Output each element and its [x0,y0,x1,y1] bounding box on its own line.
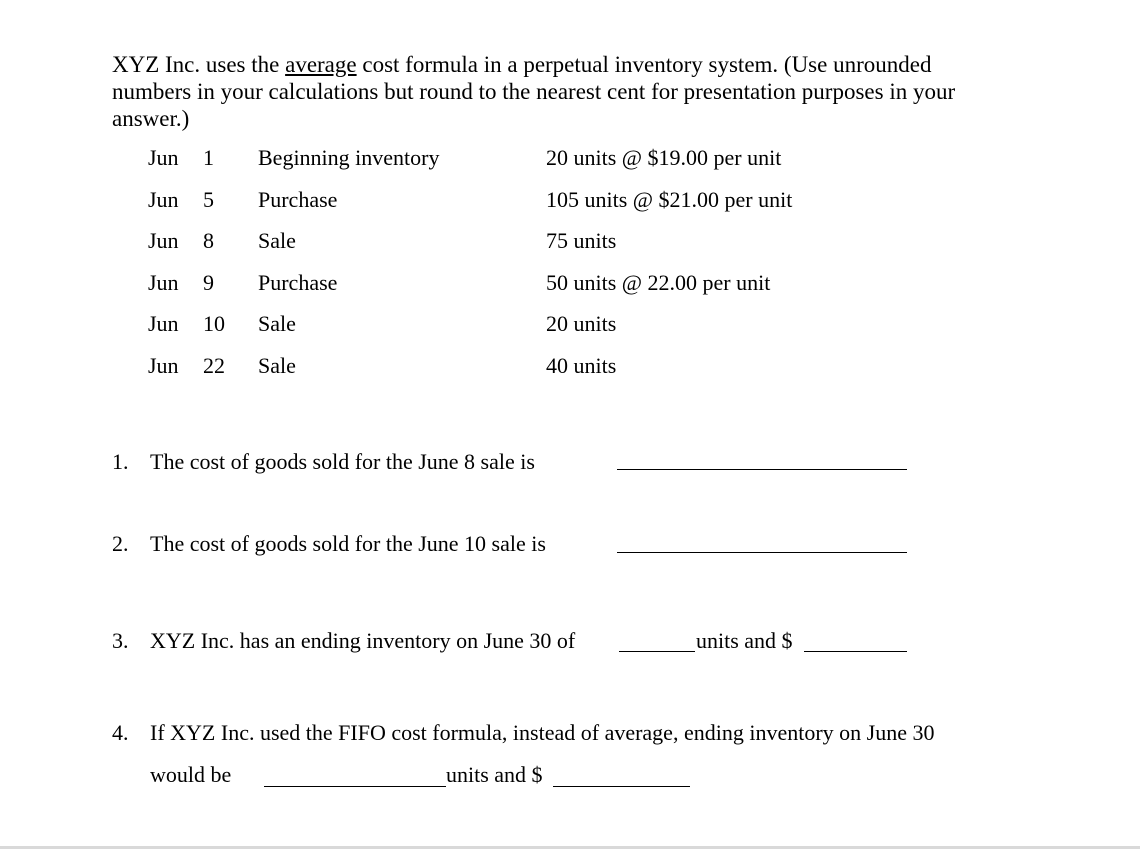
units-and-dollar-label: units and $ [696,628,793,653]
question-text: The cost of goods sold for the June 10 sale is [150,531,546,556]
transaction-type: Sale [258,353,296,378]
transaction-type: Sale [258,311,296,336]
answer-blank-q1[interactable] [617,469,907,470]
transaction-type: Beginning inventory [258,145,440,170]
question-4-line2: would be [150,762,232,787]
transaction-month: Jun [148,311,179,336]
transaction-month: Jun [148,228,179,253]
transaction-detail: 20 units @ $19.00 per unit [546,145,782,170]
intro-emphasis-average: average [285,52,357,77]
page-bottom-divider [0,846,1140,849]
question-number: 3. [112,628,129,653]
intro-text-part1: XYZ Inc. uses the [112,52,286,77]
transaction-type: Purchase [258,187,338,212]
question-number: 1. [112,449,129,474]
transaction-detail: 75 units [546,228,617,253]
transaction-day: 1 [203,145,214,170]
answer-blank-q3-units[interactable] [619,651,695,652]
question-text: The cost of goods sold for the June 8 sale is [150,449,535,474]
transaction-day: 9 [203,270,214,295]
transaction-day: 10 [203,311,225,336]
transaction-day: 5 [203,187,214,212]
question-number: 2. [112,531,129,556]
transaction-month: Jun [148,353,179,378]
units-and-dollar-label: units and $ [446,762,543,787]
transaction-month: Jun [148,145,179,170]
transaction-detail: 50 units @ 22.00 per unit [546,270,771,295]
transaction-detail: 105 units @ $21.00 per unit [546,187,793,212]
answer-blank-q4-dollars[interactable] [553,786,690,787]
transaction-day: 22 [203,353,225,378]
transaction-detail: 20 units [546,311,617,336]
transaction-day: 8 [203,228,214,253]
question-number: 4. [112,720,129,745]
transaction-type: Sale [258,228,296,253]
transaction-type: Purchase [258,270,338,295]
answer-blank-q2[interactable] [617,552,907,553]
transaction-month: Jun [148,187,179,212]
question-text: XYZ Inc. has an ending inventory on June 30 of [150,628,576,653]
answer-blank-q3-dollars[interactable] [804,651,907,652]
transaction-month: Jun [148,270,179,295]
transaction-detail: 40 units [546,353,617,378]
intro-text-part2: cost formula in a perpetual inventory system. (Use unrounded numbers in your calculations but round to the nearest cent for presentation purposes in your answer.) [112,52,956,131]
problem-statement [112,51,1012,132]
answer-blank-q4-units[interactable] [264,786,446,787]
question-text: If XYZ Inc. used the FIFO cost formula, instead of average, ending inventory on June 30 [150,720,935,745]
